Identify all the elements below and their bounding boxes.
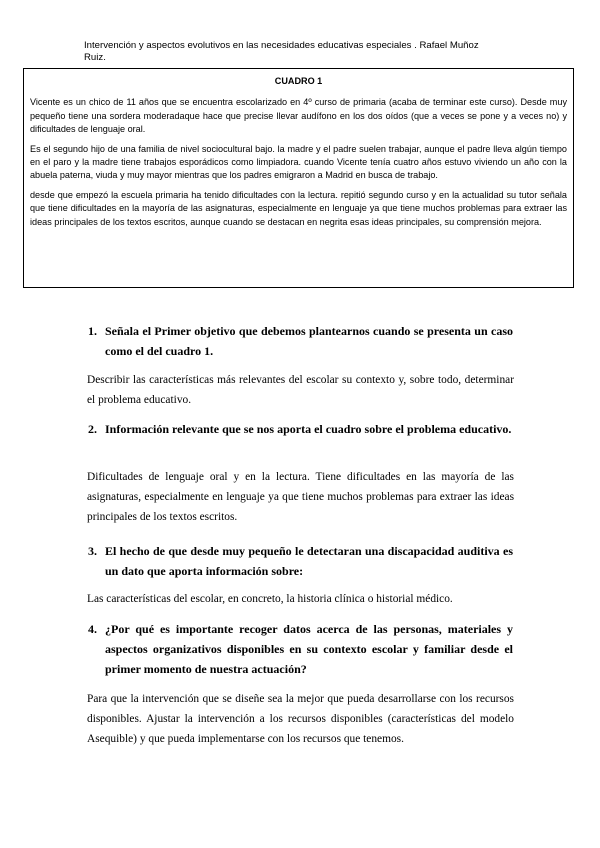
question-3 (88, 541, 513, 581)
document-header (84, 40, 524, 64)
cuadro-paragraph: Es el segundo hijo de una familia de nivel sociocultural bajo. la madre y el padre suelen trabajar, aunque el padre lleva algún tiempo en el paro y la madre tiene trabajos esporádicos como limpiadora. cuando Vicente tenía cuatro años estuvo viviendo un año con la abuela paterna, viuda y muy mayor mientras que los padres emigraron a Madrid en busca de trabajo. (30, 143, 567, 181)
question-4 (88, 619, 513, 679)
answer-3: Las características del escolar, en concreto, la historia clínica o historial médico. (87, 593, 453, 605)
question-text: ¿Por qué es importante recoger datos acerca de las personas, materiales y aspectos organizativos disponibles en su contexto escolar y familiar desde el primer momento de nuestra actuación? (105, 622, 513, 676)
header-line-2: Ruiz. (84, 52, 106, 63)
question-text: El hecho de que desde muy pequeño le detectaran una discapacidad auditiva es un dato que aporta información sobre: (105, 544, 513, 578)
question-2 (88, 419, 513, 439)
answer-1: Describir las características más relevantes del escolar su contexto y, sobre todo, determinar el problema educativo. (87, 374, 514, 406)
cuadro-paragraph: Vicente es un chico de 11 años que se encuentra escolarizado en 4º curso de primaria (acaba de terminar este curso). Desde muy pequeño tiene una sordera moderadaque hace que precise llevar audífono en los dos oídos (que a veces se pone y a veces no) y dificultades de lenguaje oral. (30, 97, 567, 135)
answer-2: Dificultades de lenguaje oral y en la lectura. Tiene dificultades en las mayoría de las asignaturas, especialmente en lenguaje ya que tiene muchos problemas para extraer las ideas principales de los textos escritos. (87, 471, 514, 523)
question-1 (88, 321, 513, 361)
answer-4: Para que la intervención que se diseñe sea la mejor que pueda desarrollarse con los recursos disponibles. Ajustar la intervención a los recursos disponibles (características del modelo Asequible) y que pueda implementarse con los recursos que tenemos. (87, 693, 514, 745)
question-number: 1. (88, 324, 97, 338)
header-line-1: Intervención y aspectos evolutivos en las necesidades educativas especiales . Rafael Muñoz (84, 40, 479, 51)
cuadro-1-box (23, 68, 574, 288)
question-text: Información relevante que se nos aporta el cuadro sobre el problema educativo. (105, 422, 512, 436)
cuadro-title: CUADRO 1 (274, 76, 323, 86)
question-number: 3. (88, 544, 97, 558)
cuadro-paragraph: desde que empezó la escuela primaria ha tenido dificultades con la lectura. repitió segundo curso y en la actualidad su tutor señala que tiene dificultades en la mayoría de las asignaturas, especialmente en lenguaje ya que tiene muchos problemas para extraer las ideas principales de los textos escritos, aunque cuando se destacan en negrita esas ideas principales, su comprensión mejora. (30, 189, 567, 227)
question-text: Señala el Primer objetivo que debemos plantearnos cuando se presenta un caso como el del cuadro 1. (105, 324, 513, 358)
question-number: 2. (88, 422, 97, 436)
question-number: 4. (88, 622, 97, 636)
